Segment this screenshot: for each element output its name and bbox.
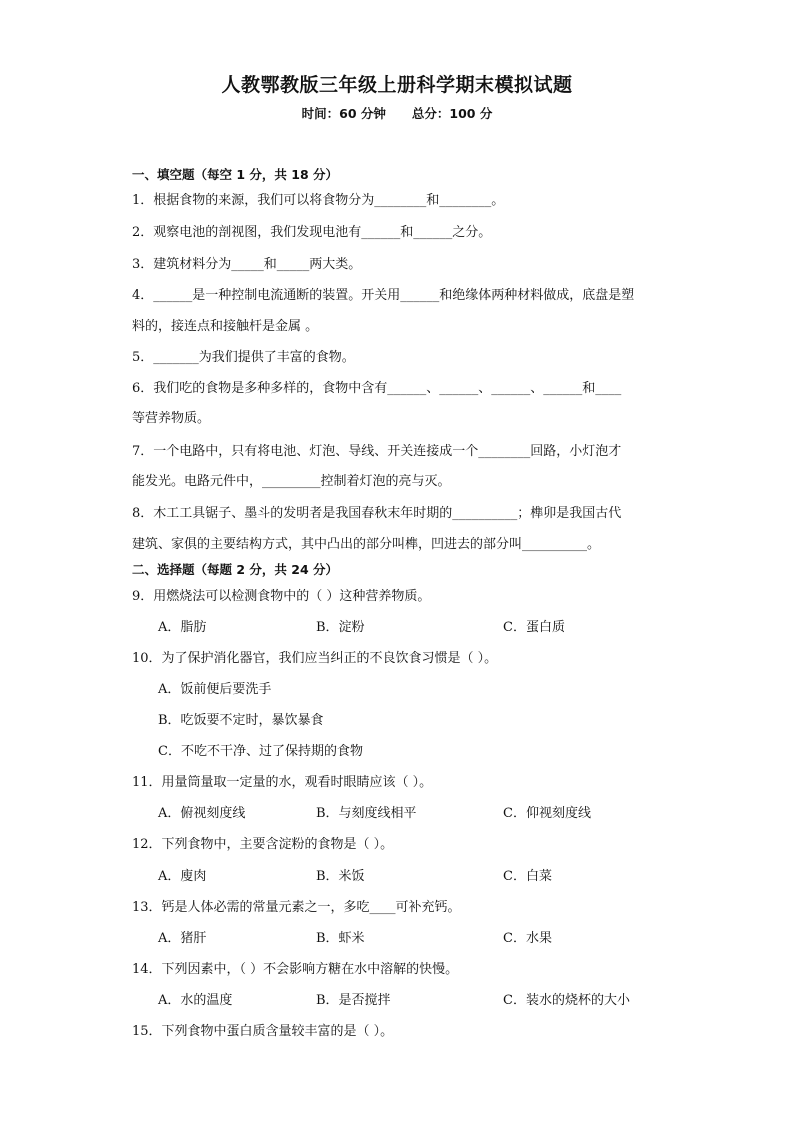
option-c: C．仰视刻度线 [503,806,591,821]
option-c: C．蛋白质 [503,620,565,635]
option-a: A．俯视刻度线 [158,806,246,821]
option-a: A．饭前便后要洗手 [158,682,272,697]
option-a: A．廋肉 [158,869,207,884]
option-c: C．白菜 [503,869,552,884]
option-b: B．与刻度线相平 [316,806,417,821]
option-a: A．脂肪 [158,620,207,635]
section-heading-fill-blank: 一、填空题（每空 1 分，共 18 分） [132,167,339,182]
option-b: B．虾米 [316,931,365,946]
question-line: 6．我们吃的食物是多种多样的，食物中含有______、______、______、______和____ [132,381,622,396]
question-line: 2．观察电池的剖视图，我们发现电池有______和______之分。 [132,225,492,240]
question-line: 4．______是一种控制电流通断的装置。开关用______和绝缘体两种材料做成，底盘是塑 [132,288,635,303]
exam-time: 时间：60 分钟 [301,106,386,121]
exam-info [0,104,794,122]
option-c: C．装水的烧杯的大小 [503,993,630,1008]
exam-total-score: 总分：100 分 [411,106,493,121]
option-b: B．淀粉 [316,620,365,635]
question-line: 5．_______为我们提供了丰富的食物。 [132,350,355,365]
question-line: 8．木工工具锯子、墨斗的发明者是我国春秋末年时期的__________；榫卯是我国古代 [132,506,622,521]
question-line: 等营养物质。 [132,411,211,426]
question-stem: 13．钙是人体必需的常量元素之一，多吃____可补充钙。 [132,900,461,915]
question-stem: 14．下列因素中，（ ）不会影响方糖在水中溶解的快慢。 [132,962,459,977]
question-line: 能发光。电路元件中，_________控制着灯泡的亮与灭。 [132,474,451,489]
option-a: A．猪肝 [158,931,207,946]
question-line: 7．一个电路中，只有将电池、灯泡、导线、开关连接成一个________回路，小灯泡才 [132,444,622,459]
question-line: 料的，接连点和接触杆是金属 。 [132,319,319,334]
option-a: A．水的温度 [158,993,233,1008]
question-stem: 15．下列食物中蛋白质含量较丰富的是（ ）。 [132,1024,394,1039]
option-c: C．不吃不干净、过了保持期的食物 [158,744,363,759]
question-stem: 12．下列食物中，主要含淀粉的食物是（ ）。 [132,837,394,852]
page-title: 人教鄂教版三年级上册科学期末模拟试题 [221,74,573,96]
question-stem: 9．用燃烧法可以检测食物中的（ ）这种营养物质。 [132,589,431,604]
question-line: 建筑、家俱的主要结构方式，其中凸出的部分叫榫，凹进去的部分叫__________。 [132,537,601,552]
option-b: B．是否搅拌 [316,993,391,1008]
question-line: 3．建筑材料分为_____和_____两大类。 [132,257,362,272]
question-line: 1．根据食物的来源，我们可以将食物分为________和________。 [132,193,505,208]
section-heading-multiple-choice: 二、选择题（每题 2 分，共 24 分） [132,562,339,577]
question-stem: 11．用量筒量取一定量的水，观看时眼睛应该（ ）。 [132,775,433,790]
option-b: B．米饭 [316,869,365,884]
option-c: C．水果 [503,931,552,946]
option-b: B．吃饭要不定时，暴饮暴食 [158,713,324,728]
question-stem: 10．为了保护消化器官，我们应当纠正的不良饮食习惯是（ ）。 [132,651,498,666]
